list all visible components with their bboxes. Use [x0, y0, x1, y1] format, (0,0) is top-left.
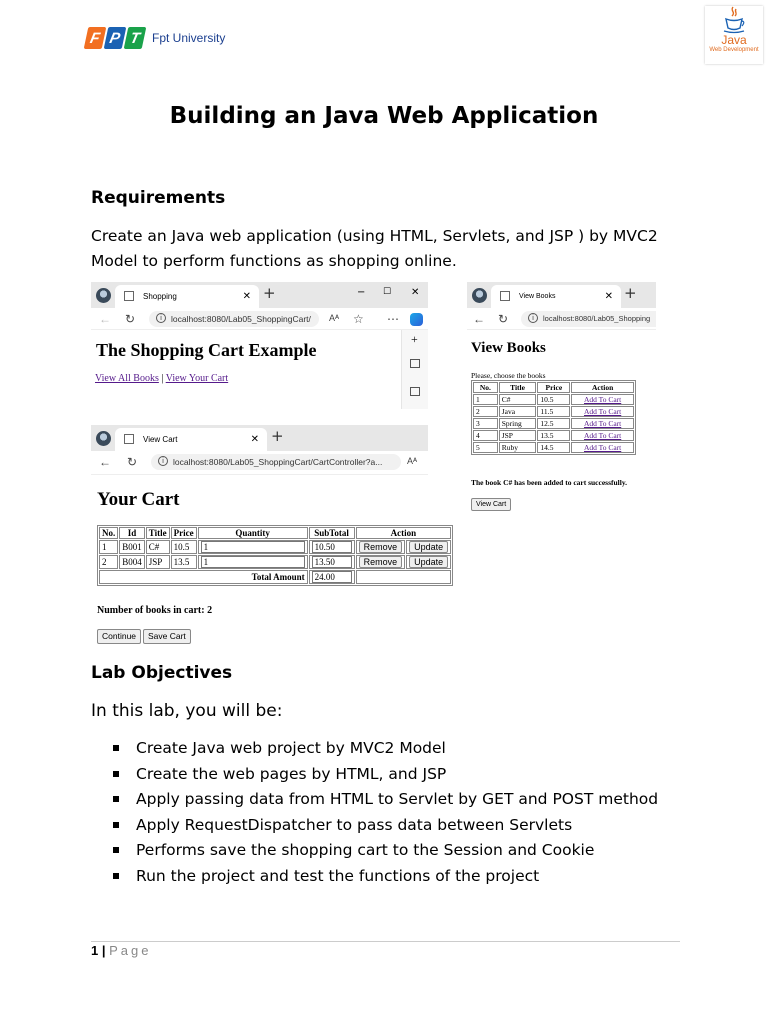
bullet-icon: [113, 796, 119, 802]
fpt-logo-mark: [86, 27, 144, 49]
requirements-text: Create an Java web application (using HTML, Servlets, and JSP ) by MVC2 Model to perform functions as shopping online.: [91, 227, 658, 270]
requirements-heading: Requirements: [91, 188, 226, 208]
add-to-cart-link[interactable]: Add To Cart: [583, 395, 622, 404]
table-row: [473, 394, 634, 405]
url-text: localhost:8080/Lab05_ShoppingCart/: [171, 314, 311, 324]
tab-title: View Books: [519, 293, 556, 300]
refresh-icon[interactable]: ↻: [498, 312, 509, 326]
subtotal-field: 13.50: [312, 556, 352, 568]
url-field[interactable]: [151, 454, 401, 470]
shopping-window: [91, 282, 428, 409]
total-cell: [309, 570, 355, 584]
col-no: No.: [473, 382, 498, 393]
view-cart-button[interactable]: View Cart: [471, 498, 511, 511]
sidebar-icon[interactable]: [410, 387, 420, 396]
cart-table: [97, 525, 453, 586]
choose-books-prompt: Please, choose the books: [471, 371, 546, 380]
col-id: Id: [119, 527, 145, 539]
add-to-cart-link[interactable]: Add To Cart: [583, 443, 622, 452]
subtotal-cell: [309, 555, 355, 569]
col-action: Action: [356, 527, 452, 539]
url-text: localhost:8080/Lab05_ShoppingCart/CartController?a...: [173, 457, 383, 467]
remove-button[interactable]: Remove: [359, 541, 403, 553]
favorite-star-icon[interactable]: ☆: [353, 312, 364, 326]
book-no: 4: [473, 430, 498, 441]
cart-no: 1: [99, 540, 118, 554]
col-price: Price: [171, 527, 197, 539]
your-cart-heading: Your Cart: [97, 489, 180, 510]
update-cell: [406, 540, 451, 554]
more-menu-icon[interactable]: ⋯: [387, 312, 399, 326]
tab-title: View Cart: [143, 435, 178, 444]
page-footer: [91, 943, 152, 958]
url-field[interactable]: [521, 311, 656, 327]
address-bar: [467, 308, 656, 330]
java-logo-subtitle: Web Development: [709, 47, 759, 53]
list-item: [91, 787, 658, 813]
action-cell: [571, 406, 634, 417]
book-price: 12.5: [537, 418, 570, 429]
book-price: 10.5: [537, 394, 570, 405]
close-tab-icon[interactable]: ✕: [250, 434, 259, 445]
tab-bar: [91, 282, 428, 308]
bullet-icon: [113, 822, 119, 828]
list-item: [91, 762, 658, 788]
book-price: 13.5: [537, 430, 570, 441]
table-row: [473, 442, 634, 453]
page-icon: [124, 291, 134, 301]
continue-button[interactable]: Continue: [97, 629, 141, 644]
books-table: [471, 380, 636, 455]
maximize-icon[interactable]: ☐: [383, 287, 392, 297]
page-number: 1: [91, 943, 99, 958]
col-no: No.: [99, 527, 118, 539]
address-bar: [91, 308, 428, 330]
info-icon[interactable]: i: [528, 313, 538, 323]
update-cell: [406, 555, 451, 569]
objective-text: Create Java web project by MVC2 Model: [136, 739, 446, 757]
book-title: Spring: [499, 418, 537, 429]
cart-no: 2: [99, 555, 118, 569]
bullet-icon: [113, 847, 119, 853]
cart-title: JSP: [146, 555, 170, 569]
java-cup-icon: [721, 6, 747, 34]
add-to-cart-link[interactable]: Add To Cart: [583, 431, 622, 440]
view-your-cart-link[interactable]: View Your Cart: [165, 373, 229, 384]
add-icon[interactable]: +: [411, 332, 418, 346]
shopping-heading: The Shopping Cart Example: [96, 340, 317, 360]
view-books-heading: View Books: [471, 340, 546, 356]
update-button[interactable]: Update: [409, 556, 448, 568]
document-title: Building an Java Web Application: [169, 103, 599, 129]
read-aloud-icon[interactable]: Aᴬ: [329, 313, 340, 323]
profile-avatar[interactable]: [472, 288, 487, 303]
copilot-icon[interactable]: [410, 313, 423, 326]
quantity-cell: [198, 555, 308, 569]
list-item: [91, 838, 658, 864]
cart-price: 10.5: [171, 540, 197, 554]
book-title: JSP: [499, 430, 537, 441]
objective-text: Apply passing data from HTML to Servlet by GET and POST method: [136, 790, 659, 808]
java-logo: [705, 6, 763, 64]
close-tab-icon[interactable]: ✕: [604, 291, 613, 302]
refresh-icon[interactable]: ↻: [125, 312, 136, 326]
link-separator: |: [161, 373, 164, 384]
view-cart-window: [91, 425, 444, 650]
fpt-letter-f: F: [84, 27, 107, 49]
book-no: 5: [473, 442, 498, 453]
table-row: [99, 540, 451, 554]
list-item: [91, 813, 658, 839]
tab-bar: [91, 425, 428, 451]
total-amount-label: Total Amount: [99, 570, 308, 584]
subtotal-field: 10.50: [312, 541, 352, 553]
tab-shopping[interactable]: [115, 285, 259, 308]
close-tab-icon[interactable]: ✕: [242, 291, 251, 302]
subtotal-cell: [309, 540, 355, 554]
total-amount-field: 24.00: [312, 571, 352, 583]
new-tab-icon[interactable]: +: [263, 284, 276, 302]
objective-text: Performs save the shopping cart to the Session and Cookie: [136, 841, 595, 859]
back-icon[interactable]: ←: [99, 312, 111, 326]
quantity-cell: [198, 540, 308, 554]
col-subtotal: SubTotal: [309, 527, 355, 539]
tab-title: Shopping: [143, 292, 177, 301]
new-tab-icon[interactable]: +: [624, 284, 637, 302]
book-no: 2: [473, 406, 498, 417]
add-to-cart-link[interactable]: Add To Cart: [583, 407, 622, 416]
bullet-icon: [113, 745, 119, 751]
save-cart-button[interactable]: Save Cart: [143, 629, 191, 644]
add-to-cart-link[interactable]: Add To Cart: [583, 419, 622, 428]
col-title: Title: [146, 527, 170, 539]
quantity-input[interactable]: 1: [201, 541, 305, 553]
view-books-window: [467, 282, 656, 512]
cart-id: B004: [119, 555, 145, 569]
book-price: 14.5: [537, 442, 570, 453]
action-cell: [571, 394, 634, 405]
lab-objectives-heading: Lab Objectives: [91, 663, 233, 683]
objective-text: Apply RequestDispatcher to pass data between Servlets: [136, 815, 573, 834]
profile-avatar[interactable]: [96, 431, 111, 446]
table-header-row: [473, 382, 634, 393]
footer-separator: |: [101, 943, 106, 958]
action-cell: [571, 430, 634, 441]
footer-divider: [91, 941, 680, 942]
books-in-cart-count: Number of books in cart: 2: [97, 605, 213, 616]
table-header-row: [99, 527, 451, 539]
remove-button[interactable]: Remove: [359, 556, 403, 568]
remove-cell: [356, 555, 406, 569]
bullet-icon: [113, 873, 119, 879]
page-icon: [124, 434, 134, 444]
side-toolbar: [401, 330, 428, 409]
cart-title: C#: [146, 540, 170, 554]
minimize-icon[interactable]: −: [357, 287, 366, 298]
table-row: [473, 418, 634, 429]
page-icon: [500, 291, 510, 301]
table-row: [473, 406, 634, 417]
action-cell: [571, 442, 634, 453]
new-tab-icon[interactable]: +: [271, 427, 284, 445]
tab-view-cart[interactable]: [115, 428, 267, 451]
col-quantity: Quantity: [198, 527, 308, 539]
table-row: [473, 430, 634, 441]
update-button[interactable]: Update: [409, 541, 448, 553]
objective-text: Run the project and test the functions of the project: [136, 866, 540, 885]
objectives-intro: In this lab, you will be:: [91, 701, 283, 721]
cart-price: 13.5: [171, 555, 197, 569]
fpt-logo: [86, 27, 225, 49]
read-aloud-icon[interactable]: Aᴬ: [407, 456, 418, 466]
total-row: [99, 570, 451, 584]
list-item: [91, 864, 658, 890]
screenshot-icon[interactable]: [410, 359, 420, 368]
view-all-books-link[interactable]: View All Books: [95, 373, 159, 384]
book-price: 11.5: [537, 406, 570, 417]
book-no: 3: [473, 418, 498, 429]
java-logo-word: Java: [721, 33, 747, 47]
book-no: 1: [473, 394, 498, 405]
fpt-letter-p: P: [104, 27, 127, 49]
added-to-cart-message: The book C# has been added to cart successfully.: [471, 478, 628, 487]
close-window-icon[interactable]: ✕: [411, 287, 420, 298]
remove-cell: [356, 540, 406, 554]
bullet-icon: [113, 771, 119, 777]
address-bar: [91, 451, 428, 475]
book-title: Ruby: [499, 442, 537, 453]
fpt-letter-t: T: [124, 27, 147, 49]
list-item: [91, 736, 658, 762]
empty-cell: [356, 570, 452, 584]
url-text: localhost:8080/Lab05_Shopping: [543, 314, 651, 323]
cart-id: B001: [119, 540, 145, 554]
tab-bar: [467, 282, 656, 308]
back-icon[interactable]: ←: [473, 312, 485, 326]
tab-view-books[interactable]: [491, 285, 621, 308]
info-icon[interactable]: i: [158, 456, 168, 466]
back-icon[interactable]: ←: [99, 455, 111, 469]
fpt-university-name: Fpt University: [152, 31, 226, 45]
refresh-icon[interactable]: ↻: [127, 455, 138, 469]
col-action: Action: [571, 382, 634, 393]
info-icon[interactable]: i: [156, 313, 166, 323]
book-title: C#: [499, 394, 537, 405]
col-title: Title: [499, 382, 537, 393]
col-price: Price: [537, 382, 570, 393]
objectives-list: [91, 736, 658, 889]
url-field[interactable]: [149, 311, 319, 327]
shopping-links: [95, 373, 228, 384]
book-title: Java: [499, 406, 537, 417]
profile-avatar[interactable]: [96, 288, 111, 303]
objective-text: Create the web pages by HTML, and JSP: [136, 764, 447, 783]
action-cell: [571, 418, 634, 429]
table-row: [99, 555, 451, 569]
quantity-input[interactable]: 1: [201, 556, 305, 568]
page-word: Page: [109, 943, 152, 958]
